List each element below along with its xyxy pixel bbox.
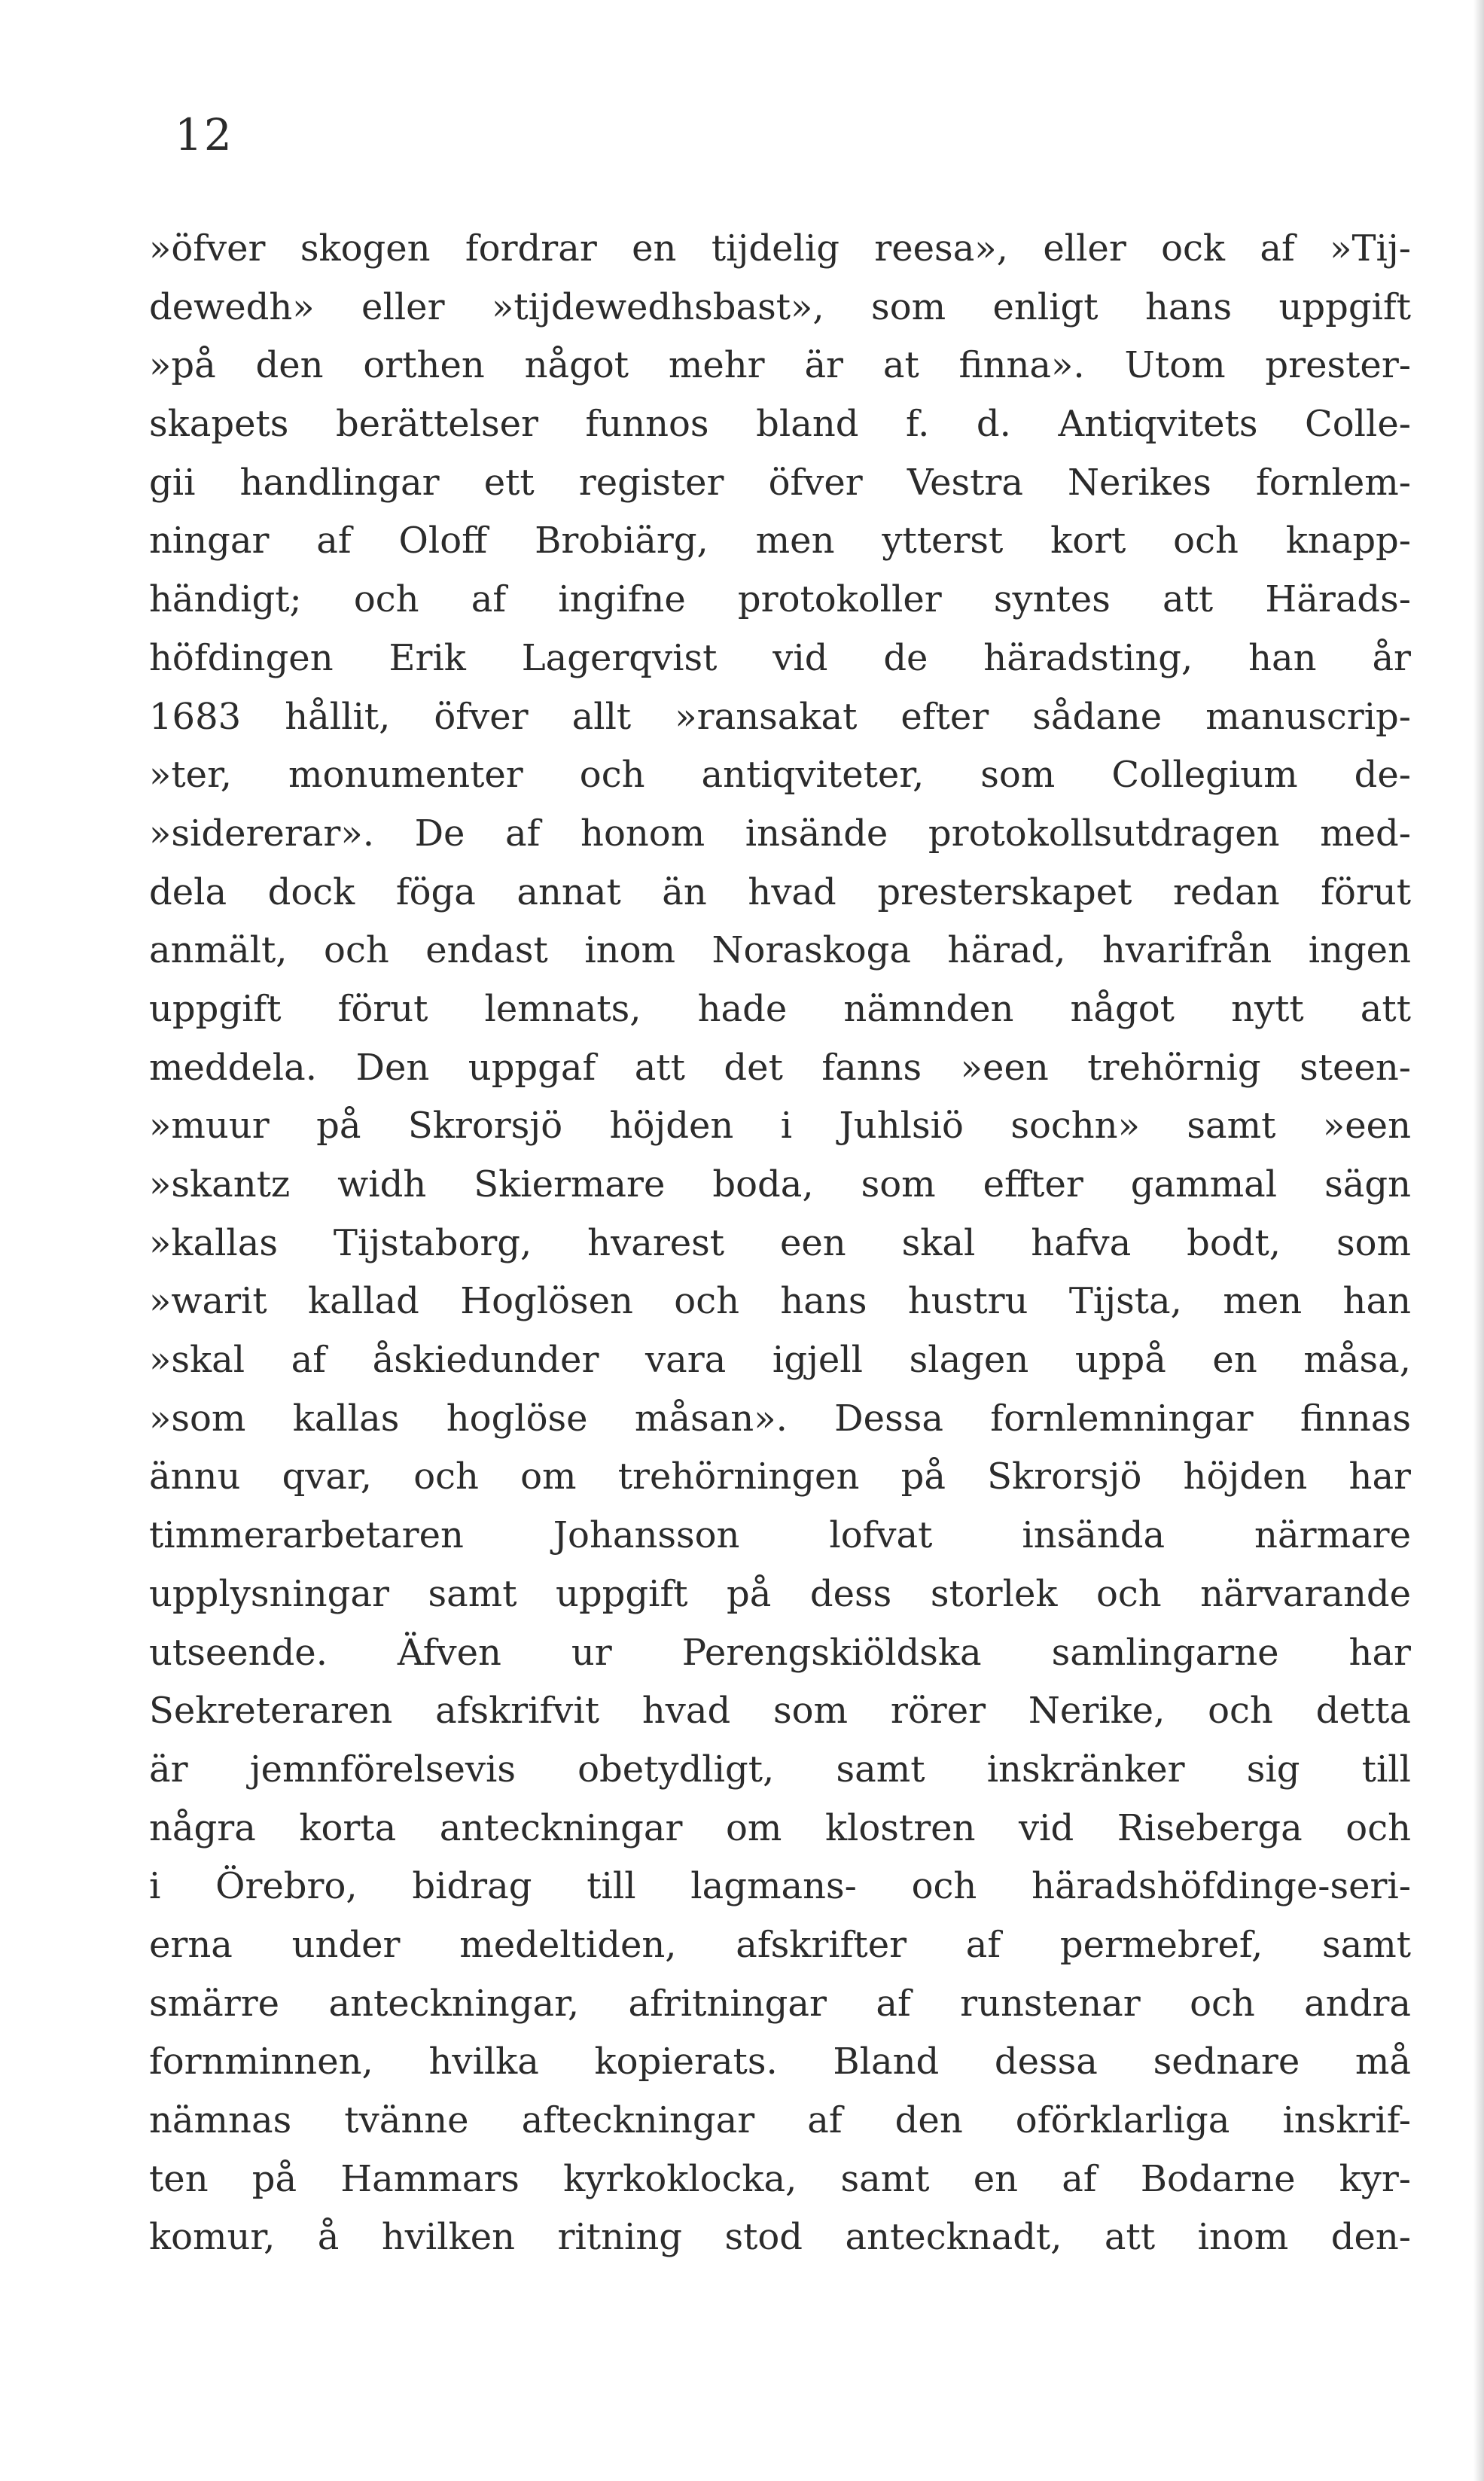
text-line: uppgift förut lemnats, hade nämnden något nytt att <box>149 987 1411 1030</box>
text-line: »warit kallad Hoglösen och hans hustru Tijsta, men han <box>149 1280 1411 1323</box>
text-line: »ter, monumenter och antiqviteter, som Collegium de- <box>149 754 1411 797</box>
text-line: »skal af åskiedunder vara igjell slagen uppå en måsa, <box>149 1339 1411 1382</box>
text-line: »skantz widh Skiermare boda, som effter gammal sägn <box>149 1163 1411 1205</box>
text-line: »muur på Skrorsjö höjden i Juhlsiö sochn» samt »een <box>149 1105 1411 1148</box>
text-line: smärre anteckningar, afritningar af runstenar och andra <box>149 1982 1411 2025</box>
text-line: »öfver skogen fordrar en tijdelig reesa», eller ock af »Tij- <box>149 227 1411 270</box>
text-line: nämnas tvänne afteckningar af den oförklarliga inskrif- <box>149 2099 1411 2141</box>
text-line: upplysningar samt uppgift på dess storlek och närvarande <box>149 1572 1411 1615</box>
text-line: ningar af Oloff Brobiärg, men ytterst kort och knapp- <box>149 520 1411 562</box>
text-line: fornminnen, hvilka kopierats. Bland dessa sednare må <box>149 2041 1411 2083</box>
text-line: ännu qvar, och om trehörningen på Skrorsjö höjden har <box>149 1455 1411 1498</box>
text-line: erna under medeltiden, afskrifter af permebref, samt <box>149 1923 1411 1966</box>
text-line: skapets berättelser funnos bland f. d. Antiqvitets Colle- <box>149 403 1411 446</box>
text-line: är jemnförelsevis obetydligt, samt inskränker sig till <box>149 1748 1411 1791</box>
text-line: dela dock föga annat än hvad presterskapet redan förut <box>149 870 1411 913</box>
text-line: »sidererar». De af honom insände protokollsutdragen med- <box>149 812 1411 855</box>
text-line: dewedh» eller »tijdewedhsbast», som enligt hans uppgift <box>149 285 1411 328</box>
text-line: utseende. Äfven ur Perengskiöldska samlingarne har <box>149 1631 1411 1674</box>
page-number: 12 <box>175 109 233 160</box>
text-line: i Örebro, bidrag till lagmans- och häradshöfdinge-seri- <box>149 1865 1411 1908</box>
text-line: anmält, och endast inom Noraskoga härad, hvarifrån ingen <box>149 929 1411 972</box>
text-line: höfdingen Erik Lagerqvist vid de häradsting, han år <box>149 636 1411 679</box>
text-line: »kallas Tijstaborg, hvarest een skal hafva bodt, som <box>149 1221 1411 1264</box>
text-line: timmerarbetaren Johansson lofvat insända närmare <box>149 1514 1411 1557</box>
text-line: »på den orthen något mehr är at finna». Utom prester- <box>149 344 1411 387</box>
text-line: gii handlingar ett register öfver Vestra Nerikes fornlem- <box>149 461 1411 504</box>
text-line: »som kallas hoglöse måsan». Dessa fornlemningar finnas <box>149 1397 1411 1440</box>
text-line: några korta anteckningar om klostren vid Riseberga och <box>149 1806 1411 1849</box>
text-line: komur, å hvilken ritning stod antecknadt, att inom den- <box>149 2216 1411 2259</box>
text-line: meddela. Den uppgaf att det fanns »een trehörnig steen- <box>149 1046 1411 1089</box>
text-line: 1683 hållit, öfver allt »ransakat efter sådane manuscrip- <box>149 695 1411 738</box>
text-line: händigt; och af ingifne protokoller syntes att Härads- <box>149 578 1411 621</box>
page-edge-shadow <box>1473 0 1484 2481</box>
text-line: ten på Hammars kyrkoklocka, samt en af Bodarne kyr- <box>149 2157 1411 2200</box>
body-text <box>149 220 1411 2267</box>
text-line: Sekreteraren afskrifvit hvad som rörer Nerike, och detta <box>149 1690 1411 1733</box>
